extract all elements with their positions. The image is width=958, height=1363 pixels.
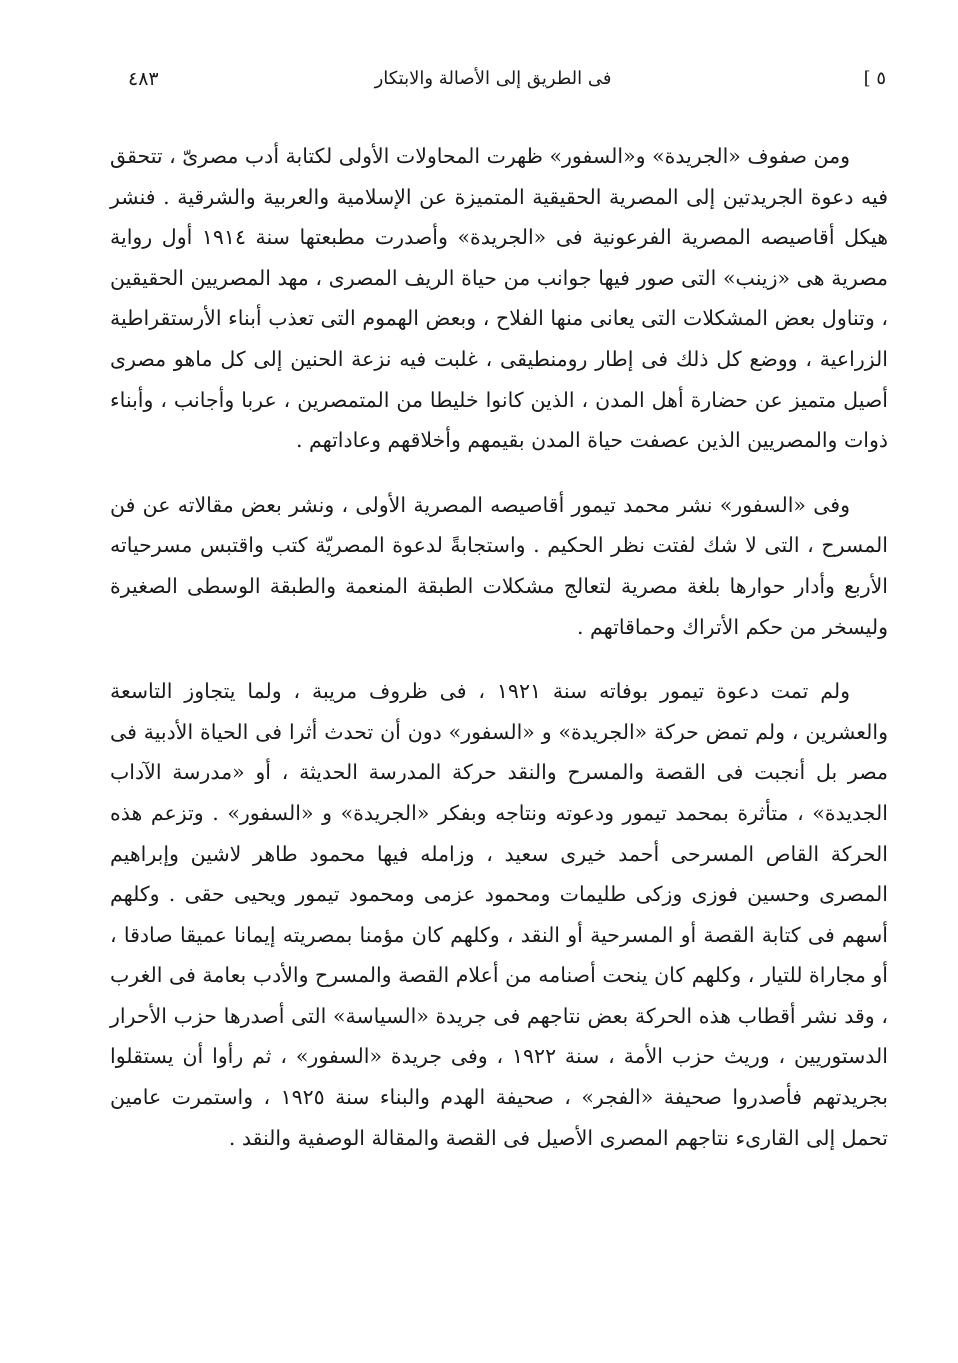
chapter-mark: [ ٥	[863, 68, 886, 89]
paragraph-2: وفى «السفور» نشر محمد تيمور أقاصيصه المصرية الأولى ، ونشر بعض مقالاته عن فن المسرح ، التى لا شك لفتت نظر الحكيم . واستجابةً لدعوة المصريّة كتب واقتبس مسرحياته الأربع وأدار حوارها بلغة مصرية لتعالج مشكلات الطبقة المنعمة والطبقة الوسطى الصغيرة وليسخر من حكم الأتراك وحماقاتهم .	[110, 492, 888, 639]
page-header	[100, 68, 886, 102]
paragraph-3: ولم تمت دعوة تيمور بوفاته سنة ١٩٢١ ، فى ظروف مريبة ، ولما يتجاوز التاسعة والعشرين ، ولم تمض حركة «الجريدة» و «السفور» دون أن تحدث أثرا فى الحياة الأدبية فى مصر بل أنجبت فى القصة والمسرح والنقد حركة المدرسة الحديثة ، أو «مدرسة الآداب الجديدة» ، متأثرة بمحمد تيمور ودعوته ونتاجه وبفكر «الجريدة» و «السفور» . وتزعم هذه الحركة القاص المسرحى أحمد خيرى سعيد ، وزامله فيها محمود طاهر لاشين وإبراهيم المصرى وحسين فوزى وزكى طليمات ومحمود عزمى ومحمود تيمور ويحيى حقى . وكلهم أسهم فى كتابة القصة أو المسرحية أو النقد ، وكلهم كان مؤمنا بمصريته إيمانا عميقا صادقا ، أو مجاراة للتيار ، وكلهم كان ينحت أصنامه من أعلام القصة والمسرح والأدب بعامة فى الغرب ، وقد نشر أقطاب هذه الحركة بعض نتاجهم فى جريدة «السياسة» التى أصدرها حزب الأحرار الدستوريين ، وريث حزب الأمة ، سنة ١٩٢٢ ، وفى جريدة «السفور» ، ثم رأوا أن يستقلوا بجريدتهم فأصدروا صحيفة «الفجر» ، صحيفة الهدم والبناء سنة ١٩٢٥ ، واستمرت عامين تحمل إلى القارىء نتاجهم المصرى الأصيل فى القصة والمقالة الوصفية والنقد .	[110, 679, 888, 1150]
paragraph-1: ومن صفوف «الجريدة» و«السفور» ظهرت المحاولات الأولى لكتابة أدب مصرىّ ، تتحقق فيه دعوة الجريدتين إلى المصرية الحقيقية المتميزة عن الإسلامية والعربية والشرقية . فنشر هيكل أقاصيصه المصرية الفرعونية فى «الجريدة» وأصدرت مطبعتها سنة ١٩١٤ أول رواية مصرية هى «زينب» التى صور فيها جوانب من حياة الريف المصرى ، مهد المصريين الحقيقين ، وتناول بعض المشكلات التى يعانى منها الفلاح ، وبعض الهموم التى تعذب أبناء الأرستقراطية الزراعية ، ووضع كل ذلك فى إطار رومنطيقى ، غلبت فيه نزعة الحنين إلى كل ماهو مصرى أصيل متميز عن حضارة أهل المدن ، الذين كانوا خليطا من المتمصرين ، عربا وأجانب ، وأبناء ذوات والمصريين الذين عصفت حياة المدن بقيمهم وأخلاقهم وعاداتهم .	[110, 144, 889, 453]
body-text	[110, 136, 888, 1158]
page-number: ٤٨٣	[128, 68, 159, 90]
running-title: فى الطريق إلى الأصالة والابتكار	[374, 68, 612, 89]
